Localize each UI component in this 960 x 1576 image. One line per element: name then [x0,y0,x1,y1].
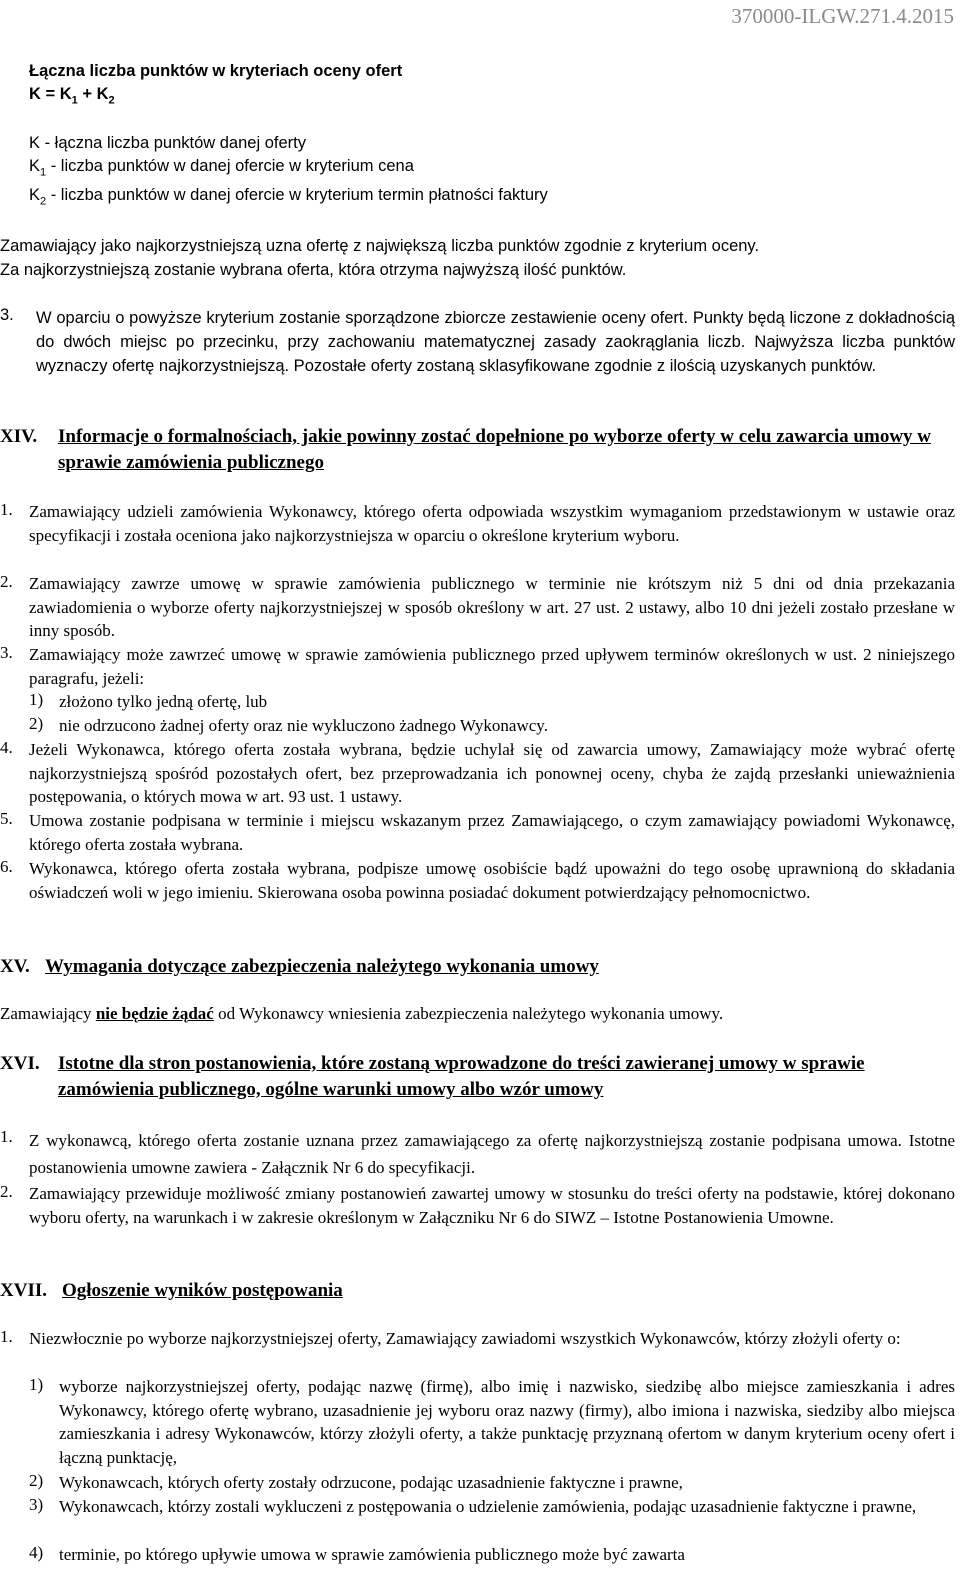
section-xv-text: Zamawiający nie będzie żądać od Wykonawcy wniesienia zabezpieczenia należytego wykonania umowy. [0,1004,724,1023]
formula-title: Łączna liczba punktów w kryteriach oceny ofert [29,62,403,80]
definition-k2: $K_2$ - liczba punktów w danej ofercie w kryterium termin płatności faktury [29,186,548,208]
definition-k1: $K_1$ - liczba punktów w danej ofercie w kryterium cena [29,157,414,179]
formula-definitions [29,132,955,214]
section-xvi-title: Istotne dla stron postanowienia, które zostaną wprowadzone do treści zawieranej umowy w sprawie zamówienia publicznego, ogólne warunki umowy albo wzór umowy [58,1053,865,1100]
section-xvii-title: Ogłoszenie wyników postępowania [62,1280,343,1301]
section-xiv-title: Informacje o formalnościach, jakie powinny zostać dopełnione po wyborze oferty w celu zawarcia umowy w sprawie zamówienia publicznego [58,426,932,473]
section-xv-title: Wymagania dotyczące zabezpieczenia należytego wykonania umowy [45,956,599,977]
document-page: 370000-ILGW.271.4.2015 Łączna liczba punktów w kryteriach oceny ofert $K = K_1 + K_2$ K - łączna liczba punktów danej oferty $K_1$ - liczba punktów w danej ofercie w kryterium cena $K_2$ - liczba punktów w danej ofercie w kryterium termin płatności faktury Zamawiający jako najkorzystniejszą uzna ofertę z największą liczba punktów zgodnie z kryterium oceny. Za najkorzystniejszą zostanie wybrana oferta, która otrzyma najwyższą ilość punktów. 3. W oparciu o powyższe kryterium zostanie sporządzone zbiorcze zestawienie oceny ofert. Punkty będą liczone z dokładnością do dwóch miejsc po przecinku, przy zachowaniu matematycznej zasady zaokrąglania liczb. Najwyższa liczba punktów wyznaczy ofertę najkorzystniejszą. Pozostałe oferty zostaną sklasyfikowane zgodnie z ilością uzyskanych punktów. XIV. Informacje o formalnościach, jakie powinny zostać dopełnione po wyborze oferty w celu zawarcia umowy w sprawie zamówienia publicznego 1. Zamawiający udzieli zamówienia Wykonawcy, którego oferta odpowiada wszystkim wymaganiom przedstawionym w ustawie oraz specyfikacji i została oceniona jako najkorzystniejsza w oparciu o określone kryterium wyboru. 2. Zamawiający zawrze umowę w sprawie zamówienia publicznego w terminie nie krótszym niż 5 dni od dnia przekazania zawiadomienia o wyborze oferty najkorzystniejszej w sposób określony w art. 27 ust. 2 ustawy, albo 10 dni jeżeli zostało przesłane w inny sposób. 3. Zamawiający może zawrzeć umowę w sprawie zamówienia publicznego przed upływem terminów określonych w ust. 2 niniejszego paragrafu, jeżeli: 1) złożono tylko jedną ofertę, lub 2) nie odrzucono żadnej oferty oraz nie wykluczono żadnego Wykonawcy. 4. Jeżeli Wykonawca, którego oferta została wybrana, będzie uchylał się od zawarcia umowy, Zamawiający może wybrać ofertę najkorzystniejszą spośród pozostałych ofert, bez przeprowadzania ich ponownej oceny, chyba że zajdą przesłanki unieważnienia postępowania, o których mowa w art. 93 ust. 1 ustawy. 5. Umowa zostanie podpisana w terminie i miejscu wskazanym przez Zamawiającego, o czym zamawiający powiadomi Wykonawcę, którego oferta została wybrana. 6. Wykonawca, którego oferta została wybrana, podpisze umowę osobiście bądź upoważni do tego osobę uprawnioną do składania oświadczeń woli w jego imieniu. Skierowana osoba powinna posiadać dokument potwierdzający pełnomocnictwo. XV. Wymagania dotyczące zabezpieczenia należytego wykonania umowy Zamawiający nie będzie żądać od Wykonawcy wniesienia zabezpieczenia należytego wykonania umowy. XVI. Istotne dla stron postanowienia, które zostaną wprowadzone do treści zawieranej umowy w sprawie zamówienia publicznego, ogólne warunki umowy albo wzór umowy 1. Z wykonawcą, którego oferta zostanie uznana przez zamawiającego za ofertę najkorzystniejszą zostanie podpisana umowa. Istotne postanowienia umowne zawiera - Załącznik Nr 6 do specyfikacji. 2. Zamawiający przewiduje możliwość zmiany postanowień zawartej umowy w stosunku do treści oferty na podstawie, której dokonano wyboru oferty, na warunkach i w zakresie określonym w Załączniku Nr 6 do SIWZ – Istotne Postanowienia Umowne. XVII. Ogłoszenie wyników postępowania 1. Niezwłocznie po wyborze najkorzystniejszej oferty, Zamawiający zawiadomi wszystkich Wykonawców, którzy złożyli oferty o: 1) wyborze najkorzystniejszej oferty, podając nazwę (firmę), albo imię i nazwisko, siedzibę albo miejsce zamieszkania i adres Wykonawcy, którego ofertę wybrano, uzasadnienie jej wyboru oraz nazwy (firmy), albo imiona i nazwiska, siedziby albo miejsca zamieszkania i adresy Wykonawców, którzy złożyli oferty, a także punktację przyznaną ofertom w danym kryterium oceny ofert i łączną punktację, 2) Wykonawcach, których oferty zostały odrzucone, podając uzasadnienie faktyczne i prawne, 3) Wykonawcach, którzy zostali wykluczeni z postępowania o udzielenie zamówienia, podając uzasadnienie faktyczne i prawne, 4) terminie, po którego upływie umowa w sprawie zamówienia publicznego może być zawarta [0,0,960,1576]
definition-k: K - łączna liczba punktów danej oferty [29,134,306,152]
document-reference: 370000-ILGW.271.4.2015 [731,4,954,28]
formula-equation: $K = K_1 + K_2$ [29,85,115,107]
intro-line-2: Za najkorzystniejszą zostanie wybrana oferta, która otrzyma najwyższą ilość punktów. [0,261,627,279]
intro-paragraph [0,234,955,282]
intro-line-1: Zamawiający jako najkorzystniejszą uzna ofertę z największą liczba punktów zgodnie z kryterium oceny. [0,237,760,255]
formula-block [29,60,955,112]
not-required-emphasis: nie będzie żądać [95,1004,214,1023]
